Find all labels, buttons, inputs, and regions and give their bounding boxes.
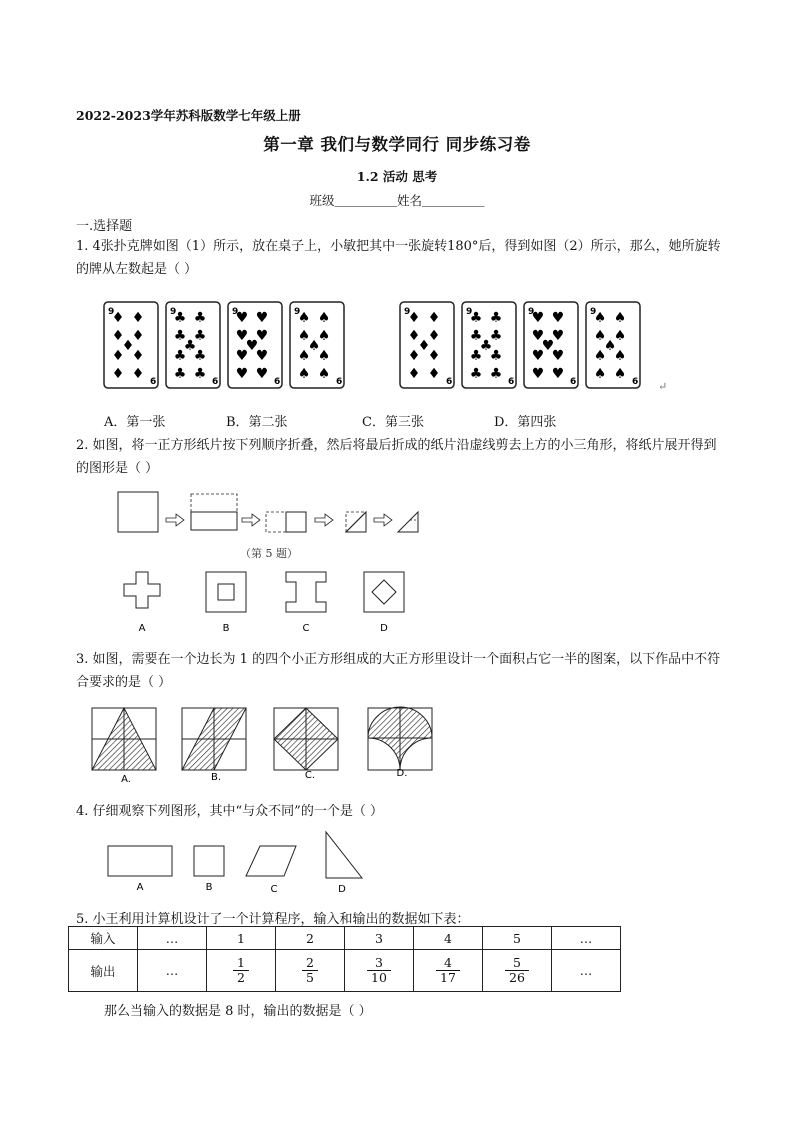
suit-pip-icon: ♦ (407, 366, 421, 382)
question-5-follow-up: 那么当输入的数据是 8 时，输出的数据是（ ） (104, 1004, 372, 1019)
suit-pip-icon: ♠ (613, 310, 627, 326)
frame-inner (218, 584, 234, 600)
table-cell: … (138, 927, 207, 950)
card-rank-top: 9 (404, 307, 411, 317)
table-cell (414, 950, 483, 992)
arrow-icon (374, 514, 392, 526)
suit-pip-icon: ♥ (531, 348, 545, 364)
option-d[interactable]: D．第四张 (494, 415, 557, 430)
card-rank-bottom: 6 (446, 377, 453, 387)
arrow-icon (242, 514, 260, 526)
suit-pip-icon: ♠ (297, 348, 311, 364)
suit-pip-icon: ♦ (131, 328, 145, 344)
suit-pip-icon: ♠ (297, 310, 311, 326)
playing-card (228, 302, 282, 388)
suit-pip-icon: ♥ (531, 328, 545, 344)
suit-pip-icon: ♠ (593, 348, 607, 364)
option-b[interactable]: B．第二张 (226, 415, 288, 430)
suit-pip-icon: ♥ (235, 328, 249, 344)
card-rank-bottom: 6 (336, 377, 343, 387)
design-c (274, 708, 338, 770)
suit-pip-icon: ♣ (479, 338, 493, 354)
label-d: D. (396, 768, 408, 779)
table-cell (345, 950, 414, 992)
suit-pip-icon: ♣ (469, 366, 483, 382)
suit-pip-icon: ♣ (193, 366, 207, 382)
suit-pip-icon: ♦ (111, 366, 125, 382)
suit-pip-icon: ♠ (593, 310, 607, 326)
table-cell: … (138, 950, 207, 992)
suit-pip-icon: ♦ (417, 338, 431, 354)
suit-pip-icon: ♠ (297, 328, 311, 344)
suit-pip-icon: ♦ (131, 310, 145, 326)
design-d (368, 707, 432, 770)
folded-half (191, 512, 237, 530)
suit-pip-icon: ♣ (469, 328, 483, 344)
design-a (92, 708, 156, 770)
suit-pip-icon: ♣ (173, 328, 187, 344)
table-cell: 3 (345, 927, 414, 950)
suit-pip-icon: ♣ (193, 328, 207, 344)
suit-pip-icon: ♣ (173, 348, 187, 364)
card-rank-bottom: 6 (212, 377, 219, 387)
card-rank-top: 9 (294, 307, 301, 317)
suit-pip-icon: ♦ (427, 310, 441, 326)
q2-answer-shapes (118, 568, 418, 638)
table-cell (276, 950, 345, 992)
q3-design-figures (88, 700, 438, 785)
diamond-frame-outer (364, 572, 404, 612)
suit-pip-icon: ♦ (111, 328, 125, 344)
square-paper (118, 492, 158, 532)
fraction: $\frac{5}{26}$ (505, 956, 529, 985)
suit-pip-icon: ♦ (121, 338, 135, 354)
table-cell: … (552, 927, 621, 950)
label-d: D (380, 623, 388, 634)
section-label: 一.选择题 (76, 219, 133, 234)
suit-pip-icon: ♥ (255, 310, 269, 326)
diamond-hole (372, 580, 396, 604)
fraction: $\frac{4}{17}$ (436, 956, 460, 985)
suit-pip-icon: ♠ (613, 348, 627, 364)
exam-top-line: 2022-2023学年苏科版数学七年级上册 (76, 108, 301, 123)
triangle-shape (326, 832, 362, 878)
row-label-input: 输入 (69, 927, 138, 950)
suit-pip-icon: ♥ (531, 366, 545, 382)
figure-caption: （第 5 题） (240, 547, 298, 560)
card-rank-bottom: 6 (570, 377, 577, 387)
card-rank-top: 9 (232, 307, 239, 317)
suit-pip-icon: ♦ (427, 366, 441, 382)
playing-cards-figure (100, 298, 680, 394)
option-a[interactable]: A．第一张 (104, 415, 166, 430)
suit-pip-icon: ♣ (173, 366, 187, 382)
label-c: C (302, 623, 310, 634)
playing-card (586, 302, 640, 388)
suit-pip-icon: ♥ (245, 338, 259, 354)
card-rank-bottom: 6 (274, 377, 281, 387)
suit-pip-icon: ♥ (235, 310, 249, 326)
card-rank-top: 9 (108, 307, 115, 317)
label-b: B (205, 882, 213, 893)
table-cell: … (552, 950, 621, 992)
suit-pip-icon: ♣ (489, 328, 503, 344)
arrow-icon (166, 514, 184, 526)
card-rank-top: 9 (528, 307, 535, 317)
label-d: D (338, 884, 346, 895)
suit-pip-icon: ♥ (255, 366, 269, 382)
suit-pip-icon: ♥ (541, 338, 555, 354)
suit-pip-icon: ♣ (183, 338, 197, 354)
playing-card (400, 302, 454, 388)
cross-shape (124, 572, 160, 608)
class-name-line: 班级＿＿＿＿＿姓名＿＿＿＿＿ (309, 193, 485, 208)
suit-pip-icon: ♠ (317, 366, 331, 382)
playing-card (166, 302, 220, 388)
rectangle-shape (108, 846, 172, 876)
section-subtitle: 1.2 活动 思考 (356, 169, 438, 184)
fraction: $\frac{3}{10}$ (367, 956, 391, 985)
card-rank-top: 9 (466, 307, 473, 317)
question-2-text: 2. 如图，将一正方形纸片按下列顺序折叠，然后将最后折成的纸片沿虚线剪去上方的小三角形，将纸片展开得到的图形是（ ） (76, 438, 717, 476)
suit-pip-icon: ♠ (593, 366, 607, 382)
card-rank-bottom: 6 (632, 377, 639, 387)
question-3-text: 3. 如图，需要在一个边长为 1 的四个小正方形组成的大正方形里设计一个面积占它一半的图案，以下作品中不符合要求的是（ ） (76, 652, 721, 690)
playing-card (104, 302, 158, 388)
table-cell (207, 950, 276, 992)
suit-pip-icon: ♥ (255, 348, 269, 364)
suit-pip-icon: ♠ (317, 310, 331, 326)
suit-pip-icon: ♥ (235, 366, 249, 382)
square-shape (194, 846, 224, 876)
suit-pip-icon: ♦ (407, 348, 421, 364)
suit-pip-icon: ♣ (193, 348, 207, 364)
row-label-output: 输出 (69, 950, 138, 992)
suit-pip-icon: ♦ (427, 328, 441, 344)
question-1-text: 1. 4张扑克牌如图（1）所示，放在桌子上，小敏把其中一张旋转180°后，得到如图（2）所示，那么，她所旋转的牌从左数起是（ ） (76, 239, 721, 277)
question-5-text: 5. 小王利用计算机设计了一个计算程序，输入和输出的数据如下表： (76, 912, 470, 927)
label-a: A. (121, 774, 131, 785)
suit-pip-icon: ♥ (235, 348, 249, 364)
suit-pip-icon: ♥ (551, 348, 565, 364)
arrow-icon (315, 514, 333, 526)
table-cell: 2 (276, 927, 345, 950)
suit-pip-icon: ♥ (551, 366, 565, 382)
dashed-half (191, 494, 237, 512)
card-rank-bottom: 6 (508, 377, 515, 387)
suit-pip-icon: ♠ (307, 338, 321, 354)
table-cell: 1 (207, 927, 276, 950)
label-b: B. (210, 772, 222, 783)
fraction: $\frac{2}{5}$ (302, 956, 318, 985)
suit-pip-icon: ♦ (111, 348, 125, 364)
option-c[interactable]: C．第三张 (362, 415, 424, 430)
suit-pip-icon: ♣ (489, 310, 503, 326)
fraction: $\frac{1}{2}$ (233, 956, 249, 985)
suit-pip-icon: ♠ (603, 338, 617, 354)
playing-card (462, 302, 516, 388)
suit-pip-icon: ♣ (489, 348, 503, 364)
suit-pip-icon: ♦ (131, 348, 145, 364)
playing-card (290, 302, 344, 388)
input-output-table (68, 926, 621, 992)
suit-pip-icon: ♥ (531, 310, 545, 326)
suit-pip-icon: ♦ (427, 348, 441, 364)
card-rank-top: 9 (170, 307, 177, 317)
label-b: B (222, 623, 230, 634)
table-cell: 5 (483, 927, 552, 950)
suit-pip-icon: ♣ (469, 348, 483, 364)
final-triangle (398, 512, 418, 532)
question-1-options (104, 411, 704, 431)
frame-outer (206, 572, 246, 612)
dashed-quarter (266, 512, 286, 532)
page-title: 第一章 我们与数学同行 同步练习卷 (263, 135, 531, 154)
suit-pip-icon: ♠ (317, 328, 331, 344)
card-rank-bottom: 6 (150, 377, 157, 387)
suit-pip-icon: ♠ (613, 366, 627, 382)
q4-shapes (100, 830, 380, 896)
suit-pip-icon: ♥ (551, 310, 565, 326)
suit-pip-icon: ♠ (297, 366, 311, 382)
suit-pip-icon: ♦ (111, 310, 125, 326)
suit-pip-icon: ♣ (173, 310, 187, 326)
suit-pip-icon: ♣ (489, 366, 503, 382)
label-a: A (136, 882, 144, 893)
suit-pip-icon: ♥ (255, 328, 269, 344)
table-cell: 4 (414, 927, 483, 950)
playing-card (524, 302, 578, 388)
label-a: A (138, 623, 146, 634)
table-cell (483, 950, 552, 992)
suit-pip-icon: ♦ (407, 328, 421, 344)
label-c: C. (304, 770, 316, 781)
label-c: C (270, 884, 278, 895)
suit-pip-icon: ♣ (193, 310, 207, 326)
suit-pip-icon: ♦ (131, 366, 145, 382)
suit-pip-icon: ♦ (407, 310, 421, 326)
card-rank-top: 9 (590, 307, 597, 317)
i-beam-shape (286, 572, 326, 612)
suit-pip-icon: ♥ (551, 328, 565, 344)
return-mark-icon: ↵ (658, 380, 668, 393)
suit-pip-icon: ♠ (593, 328, 607, 344)
question-4-text: 4. 仔细观察下列图形，其中“与众不同”的一个是（ ） (76, 804, 383, 819)
suit-pip-icon: ♣ (469, 310, 483, 326)
suit-pip-icon: ♠ (317, 348, 331, 364)
folded-quarter (286, 512, 306, 532)
suit-pip-icon: ♠ (613, 328, 627, 344)
design-b (182, 708, 246, 770)
parallelogram-shape (246, 846, 296, 876)
